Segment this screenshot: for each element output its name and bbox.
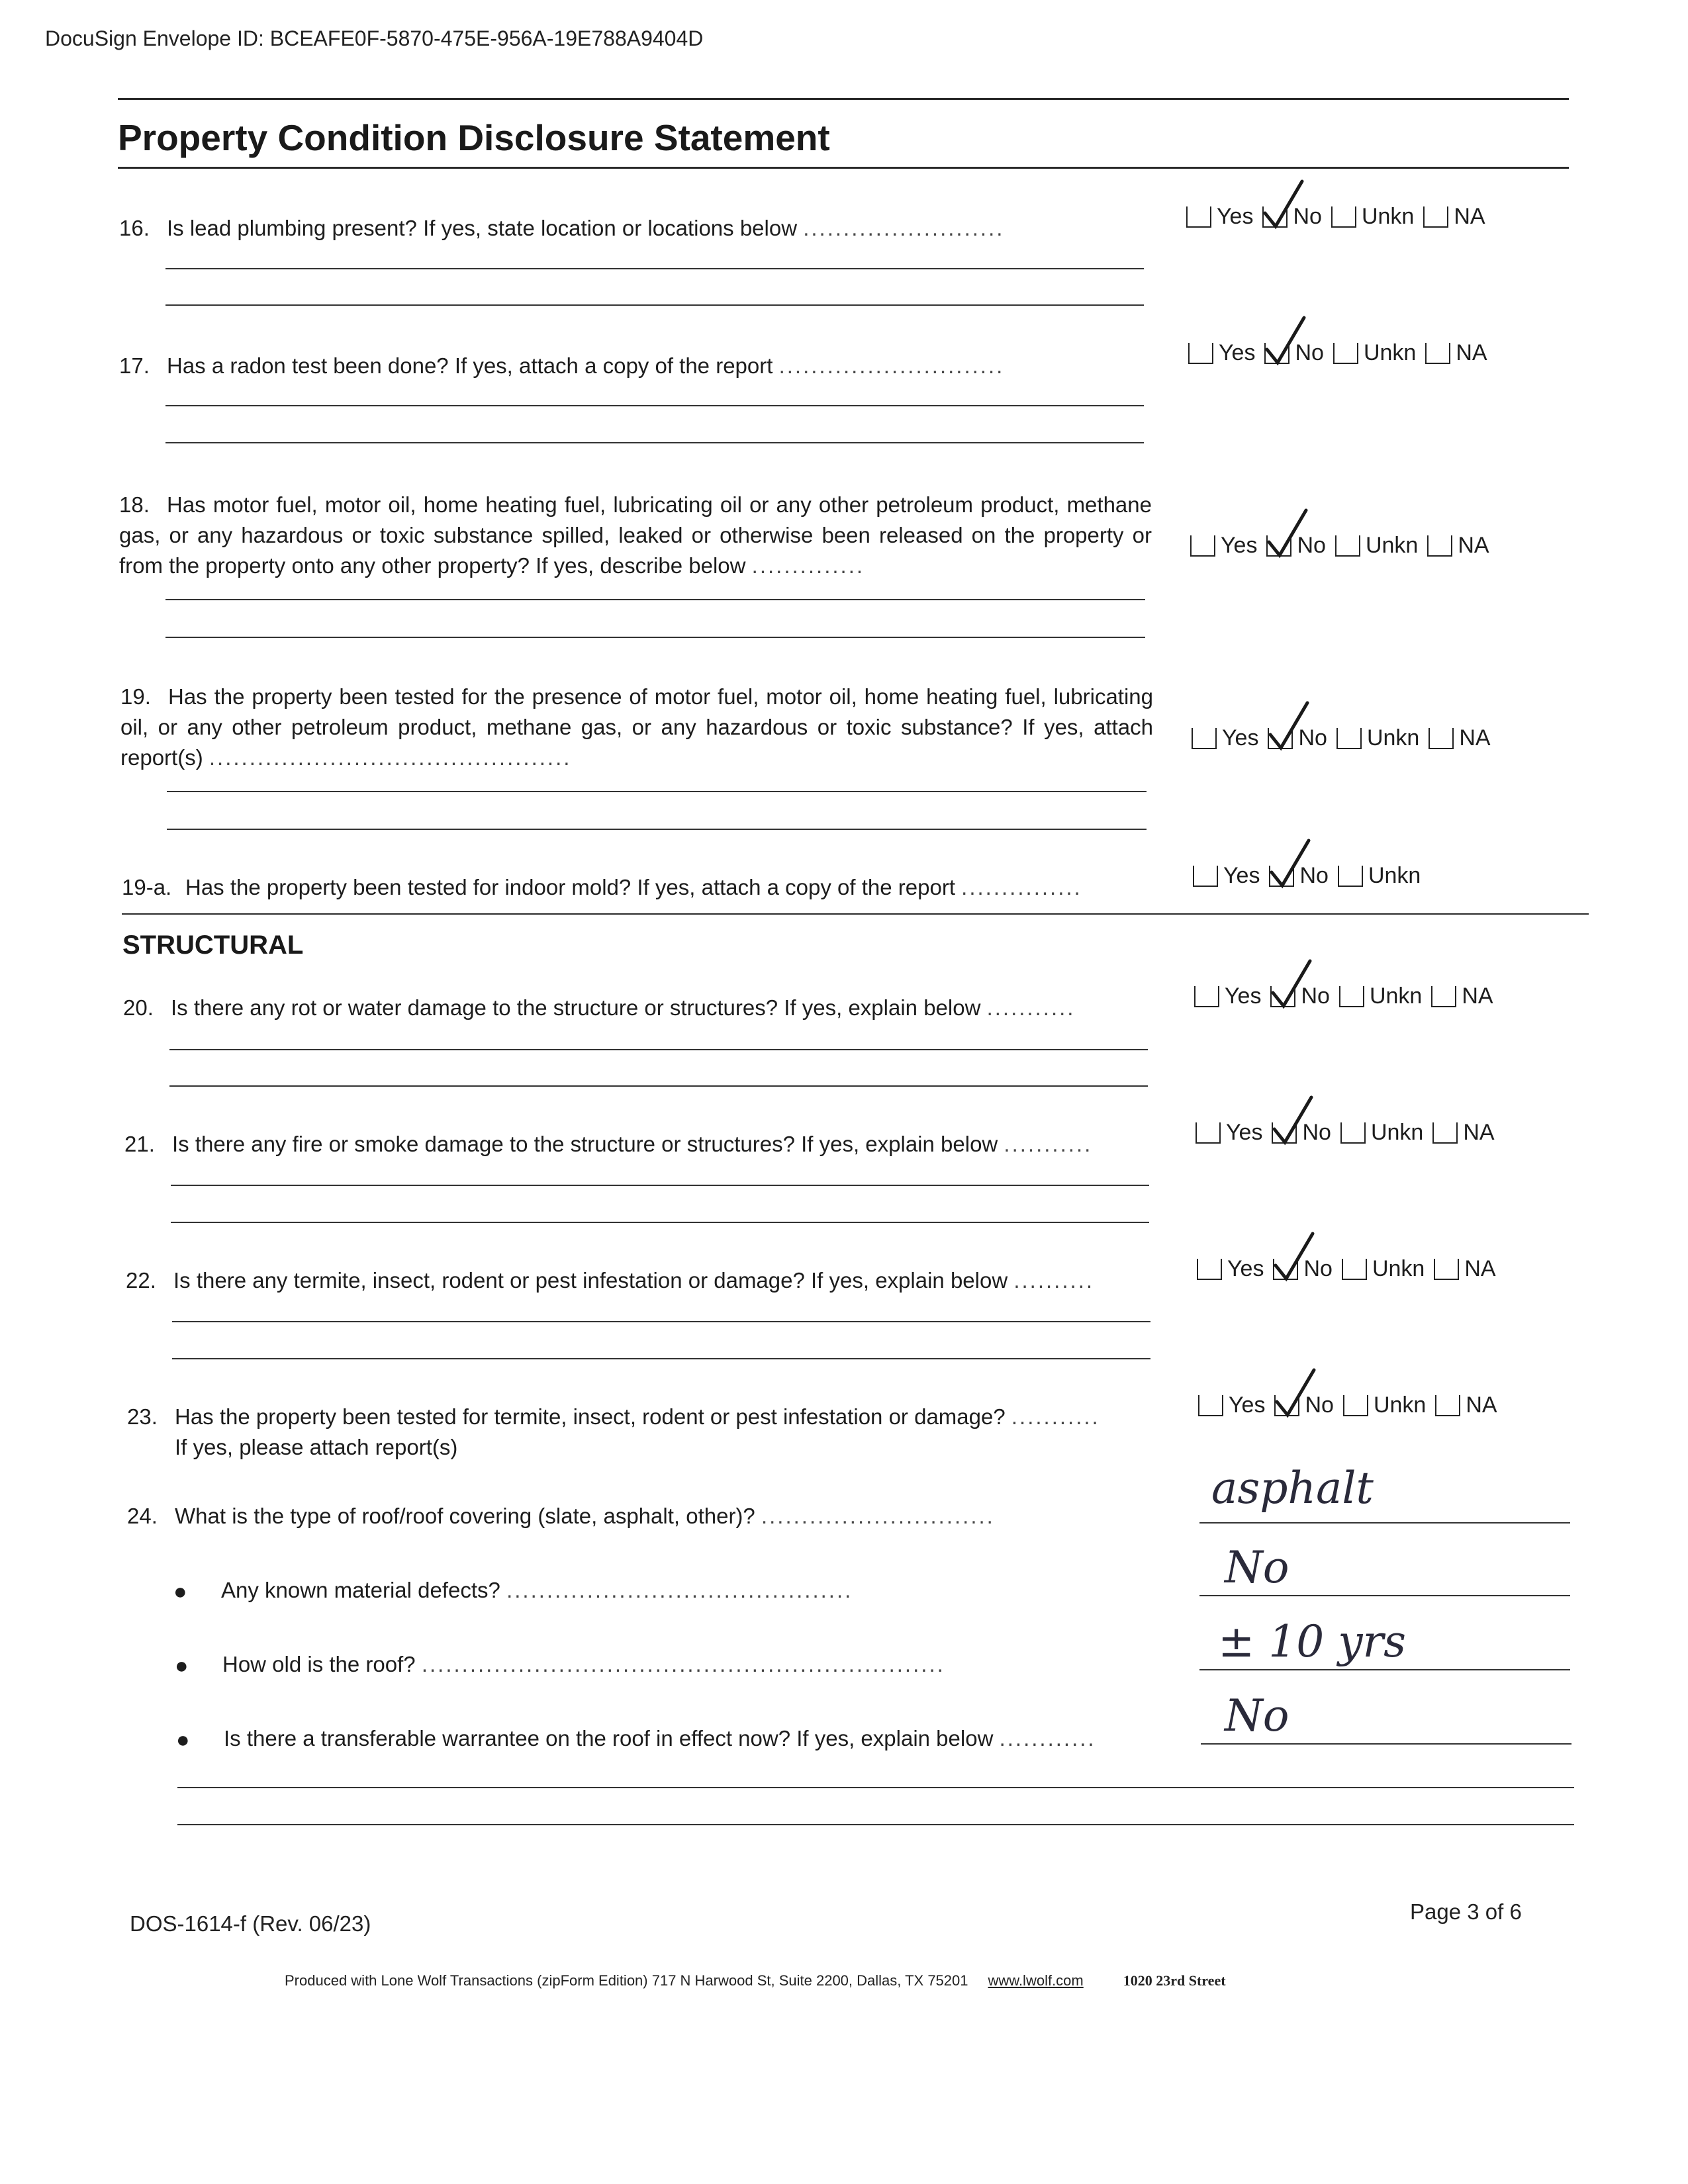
yes-checkbox[interactable]: [1194, 986, 1219, 1007]
no-checkbox[interactable]: [1266, 535, 1291, 557]
answer-line: [172, 1358, 1150, 1359]
yes-checkbox[interactable]: [1197, 1259, 1222, 1280]
yes-checkbox[interactable]: [1188, 343, 1213, 364]
page-title: Property Condition Disclosure Statement: [118, 117, 830, 158]
checkmark-icon: [1261, 179, 1305, 238]
unkn-checkbox[interactable]: [1343, 1395, 1368, 1416]
handwritten-roof-age: ± 10 yrs: [1218, 1616, 1406, 1667]
top-rule: [118, 98, 1569, 100]
choices-20: Yes No Unkn NA: [1194, 983, 1493, 1009]
no-checkbox[interactable]: [1262, 206, 1288, 228]
na-checkbox[interactable]: [1423, 206, 1448, 228]
yes-checkbox[interactable]: [1186, 206, 1211, 228]
yes-checkbox[interactable]: [1192, 728, 1217, 749]
envelope-id: DocuSign Envelope ID: BCEAFE0F-5870-475E-956A-19E788A9404D: [45, 26, 704, 50]
choices-16: Yes No Unkn NA: [1186, 204, 1485, 230]
roof-warranty-question: Is there a transferable warrantee on the roof in effect now? If yes, explain below ............: [224, 1726, 1096, 1751]
answer-line: [169, 1085, 1148, 1087]
answer-line: [177, 1787, 1574, 1788]
unkn-checkbox[interactable]: [1333, 343, 1358, 364]
no-checkbox[interactable]: [1264, 343, 1289, 364]
question-19a: 19-a. Has the property been tested for indoor mold? If yes, attach a copy of the report ...............: [122, 875, 1082, 899]
checkmark-icon: [1269, 958, 1313, 1017]
checkmark-icon: [1266, 700, 1310, 759]
produced-by: Produced with Lone Wolf Transactions (zipForm Edition) 717 N Harwood St, Suite 2200, Dallas, TX 75201 www.lwolf.com 1020 23rd Street: [285, 1972, 1226, 1989]
question-18: 18. Has motor fuel, motor oil, home heating fuel, lubricating oil or any other petroleum product, methane gas, or any hazardous or toxic substance spilled, leaked or otherwise been released on the property or from the property onto any other property? If yes, describe below ..............: [119, 492, 1152, 578]
answer-line: [165, 304, 1144, 306]
question-22: 22. Is there any termite, insect, rodent or pest infestation or damage? If yes, explain below ..........: [126, 1268, 1095, 1293]
na-checkbox[interactable]: [1435, 1395, 1460, 1416]
unkn-checkbox[interactable]: [1331, 206, 1356, 228]
answer-line: [171, 1222, 1149, 1223]
unkn-checkbox[interactable]: [1336, 728, 1362, 749]
no-checkbox[interactable]: [1273, 1259, 1298, 1280]
answer-line: [1199, 1522, 1570, 1524]
question-21: 21. Is there any fire or smoke damage to the structure or structures? If yes, explain below ...........: [124, 1132, 1093, 1156]
na-checkbox[interactable]: [1434, 1259, 1459, 1280]
choices-17: Yes No Unkn NA: [1188, 340, 1487, 366]
title-rule: [118, 167, 1569, 169]
bullet-icon: ●: [175, 1653, 189, 1678]
answer-line: [165, 599, 1145, 600]
answer-line: [167, 829, 1147, 830]
answer-line: [177, 1824, 1574, 1825]
question-16: 16. Is lead plumbing present? If yes, state location or locations below .........................: [119, 216, 1005, 240]
no-checkbox[interactable]: [1274, 1395, 1299, 1416]
answer-line: [165, 637, 1145, 638]
unkn-checkbox[interactable]: [1342, 1259, 1367, 1280]
answer-line: [167, 791, 1147, 792]
unkn-checkbox[interactable]: [1339, 986, 1364, 1007]
answer-line: [165, 442, 1144, 443]
answer-line: [165, 268, 1144, 269]
answer-line: [169, 1049, 1148, 1050]
handwritten-defects: No: [1225, 1542, 1289, 1593]
yes-checkbox[interactable]: [1198, 1395, 1223, 1416]
handwritten-roof-type: asphalt: [1211, 1463, 1374, 1514]
bullet-icon: ●: [176, 1727, 190, 1752]
choices-21: Yes No Unkn NA: [1196, 1120, 1495, 1146]
section-rule: [122, 913, 1589, 915]
question-20: 20. Is there any rot or water damage to the structure or structures? If yes, explain below ...........: [123, 995, 1076, 1020]
no-checkbox[interactable]: [1270, 986, 1295, 1007]
choices-22: Yes No Unkn NA: [1197, 1256, 1496, 1282]
checkmark-icon: [1265, 508, 1309, 567]
answer-line: [172, 1321, 1150, 1322]
question-17: 17. Has a radon test been done? If yes, attach a copy of the report ............................: [119, 353, 1005, 378]
checkmark-icon: [1263, 315, 1307, 374]
na-checkbox[interactable]: [1429, 728, 1454, 749]
unkn-checkbox[interactable]: [1335, 535, 1360, 557]
roof-age-question: How old is the roof? .................................................................: [222, 1652, 945, 1676]
choices-18: Yes No Unkn NA: [1190, 533, 1489, 559]
question-24: 24. What is the type of roof/roof covering (slate, asphalt, other)? .............................: [127, 1504, 995, 1528]
page-number: Page 3 of 6: [1410, 1899, 1522, 1924]
form-id: DOS-1614-f (Rev. 06/23): [130, 1911, 371, 1936]
yes-checkbox[interactable]: [1196, 1122, 1221, 1144]
no-checkbox[interactable]: [1269, 866, 1294, 887]
answer-line: [1199, 1595, 1570, 1596]
roof-defects-question: Any known material defects? ...........................................: [221, 1578, 853, 1602]
na-checkbox[interactable]: [1431, 986, 1456, 1007]
choices-23: Yes No Unkn NA: [1198, 1392, 1497, 1418]
choices-19: Yes No Unkn NA: [1192, 725, 1491, 751]
unkn-checkbox[interactable]: [1340, 1122, 1366, 1144]
bullet-icon: ●: [173, 1579, 187, 1604]
checkmark-icon: [1268, 838, 1311, 897]
yes-checkbox[interactable]: [1193, 866, 1218, 887]
checkmark-icon: [1272, 1231, 1315, 1290]
question-23: 23. Has the property been tested for termite, insect, rodent or pest infestation or damage? ........... If yes, please attach report(s): [127, 1404, 1100, 1459]
no-checkbox[interactable]: [1268, 728, 1293, 749]
answer-line: [1201, 1743, 1571, 1745]
lwolf-link[interactable]: www.lwolf.com: [988, 1972, 1084, 1989]
answer-line: [171, 1185, 1149, 1186]
answer-line: [1199, 1669, 1570, 1670]
no-checkbox[interactable]: [1272, 1122, 1297, 1144]
choices-19a: Yes No Unkn: [1193, 863, 1421, 889]
na-checkbox[interactable]: [1427, 535, 1452, 557]
handwritten-warranty: No: [1225, 1690, 1289, 1741]
answer-line: [165, 405, 1144, 406]
checkmark-icon: [1270, 1095, 1314, 1154]
checkmark-icon: [1273, 1367, 1317, 1426]
na-checkbox[interactable]: [1425, 343, 1450, 364]
na-checkbox[interactable]: [1432, 1122, 1458, 1144]
question-19: 19. Has the property been tested for the presence of motor fuel, motor oil, home heating fuel, lubricating oil, or any other petroleum product, methane gas, or any hazardous or toxic substance? If yes, attach report(s) .............................................: [120, 684, 1153, 770]
unkn-checkbox[interactable]: [1338, 866, 1363, 887]
section-structural: STRUCTURAL: [122, 931, 304, 960]
yes-checkbox[interactable]: [1190, 535, 1215, 557]
